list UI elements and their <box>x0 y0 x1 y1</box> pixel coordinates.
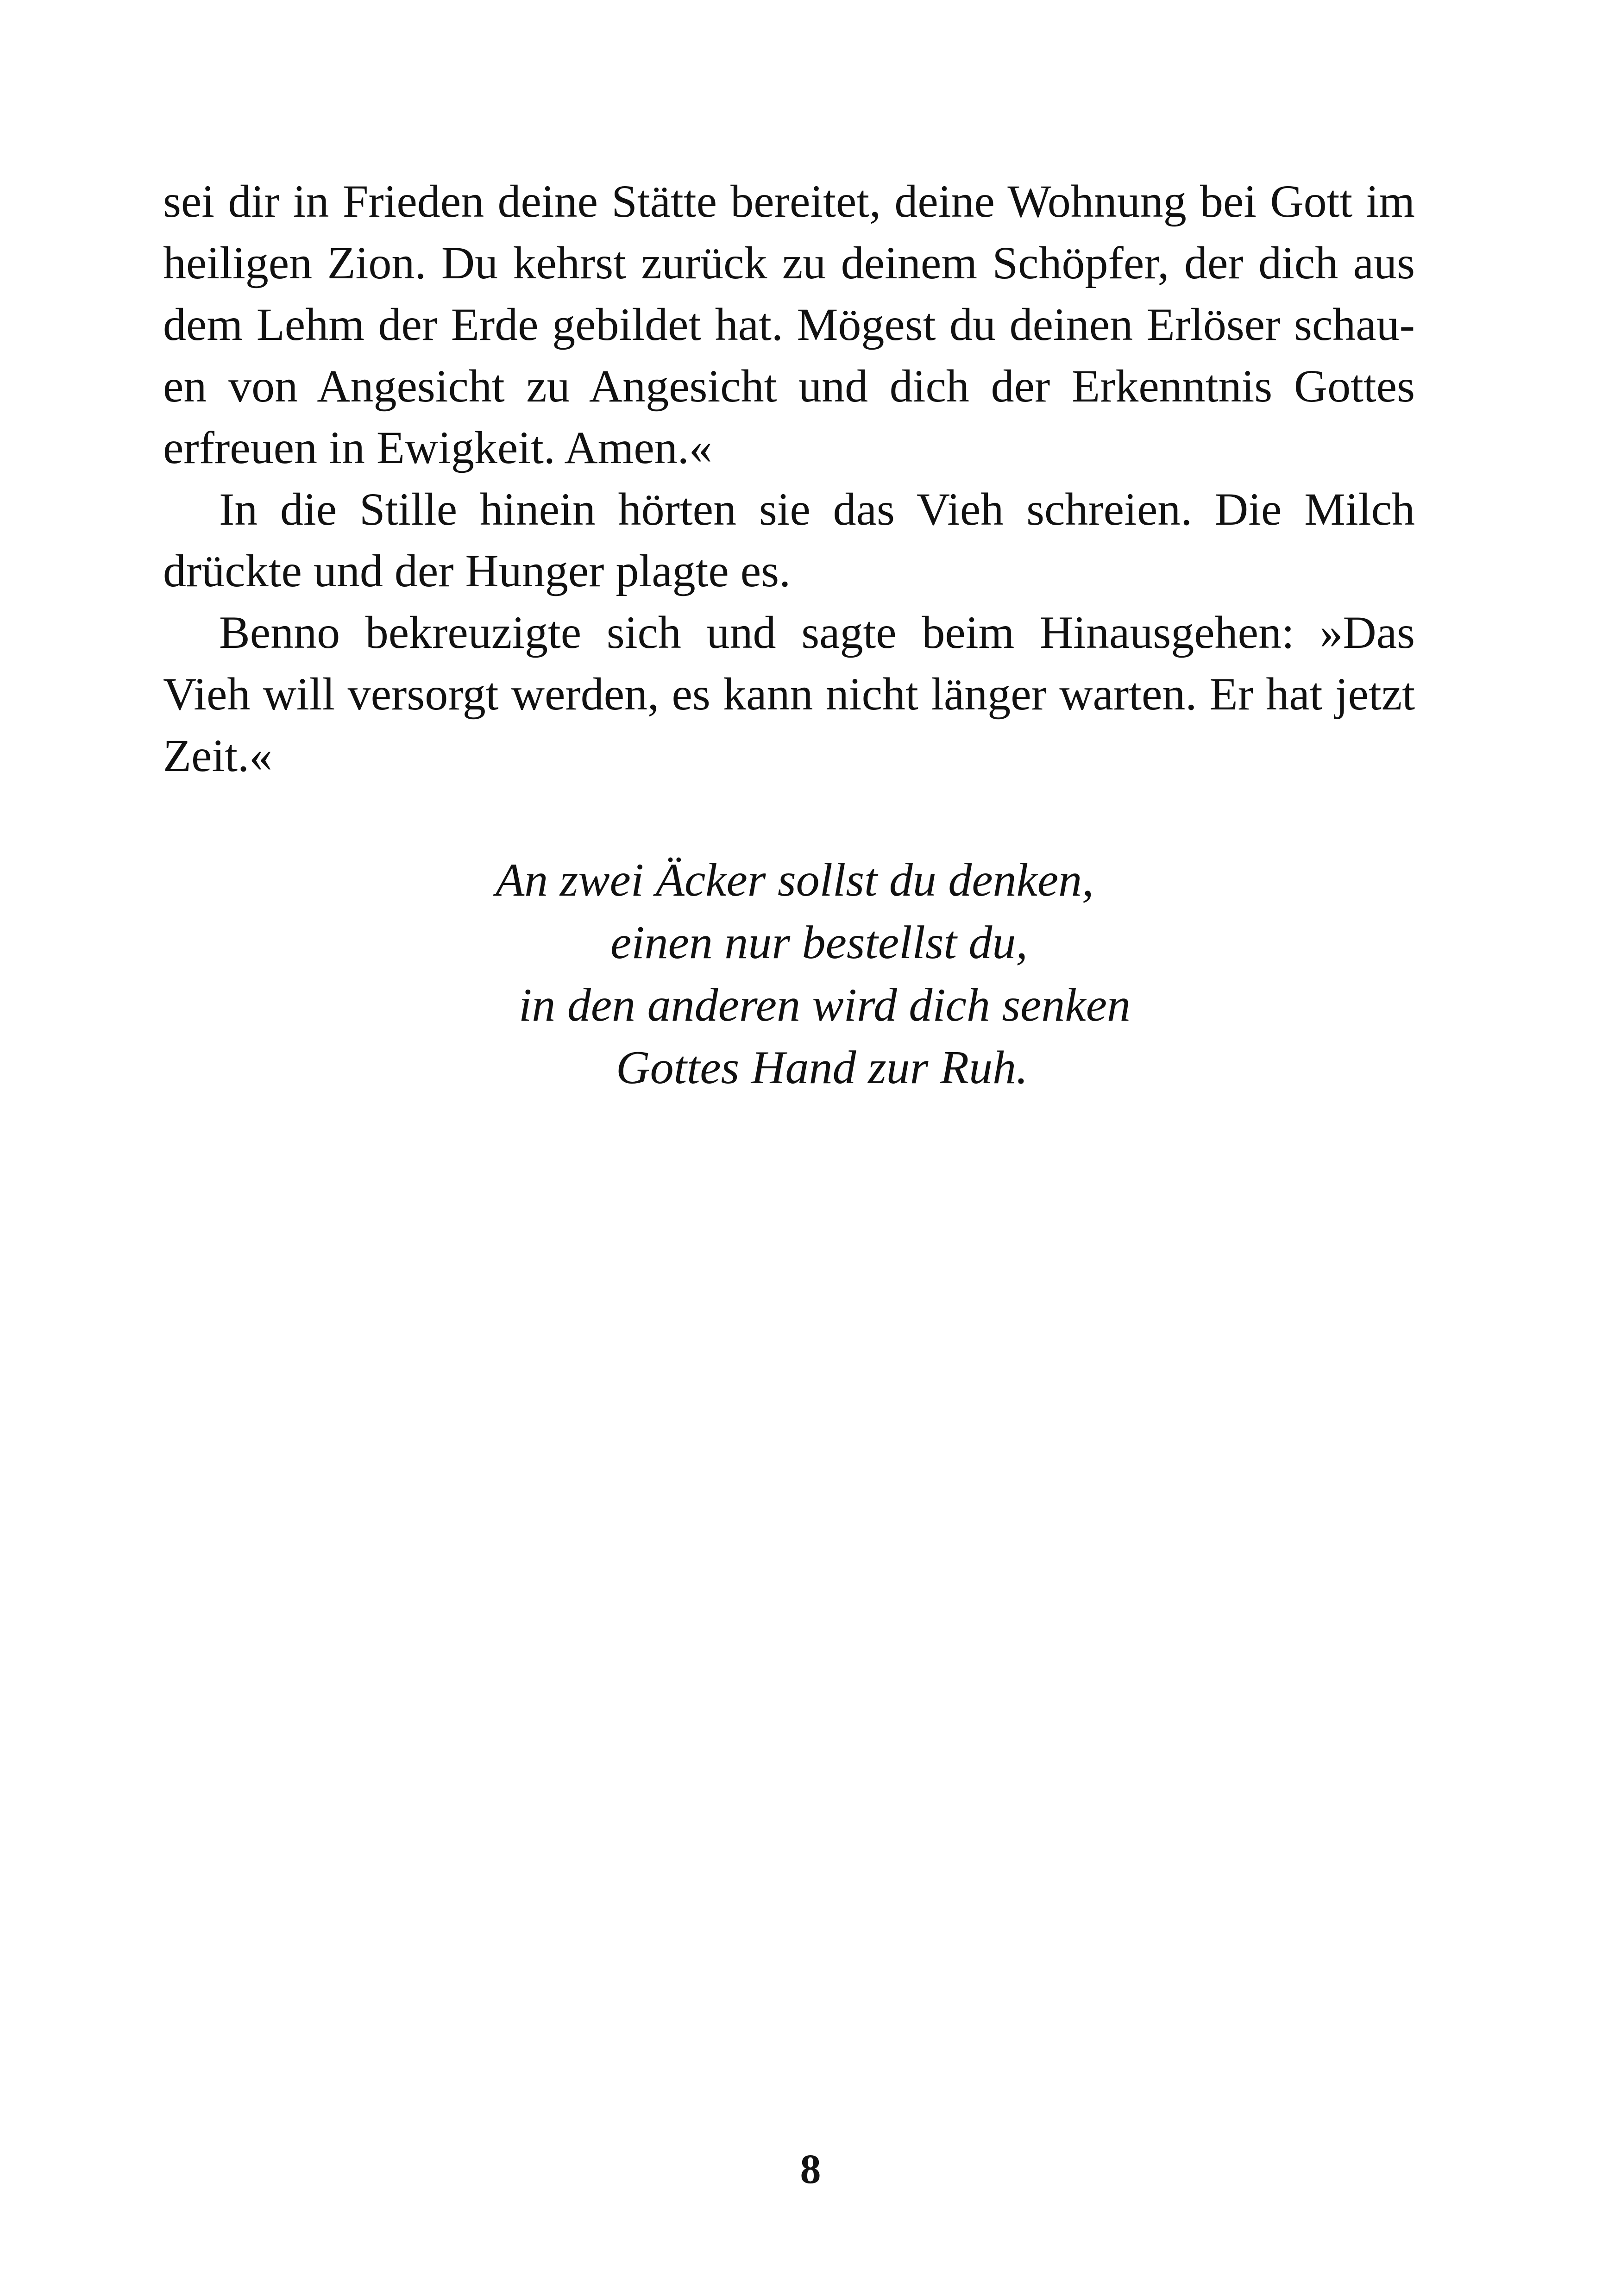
body-line-1: sei dir in Frieden deine Stätte bereitet, deine Wohnung bei Gott im <box>163 176 1415 227</box>
body-line-4: en von Angesicht zu Angesicht und dich der Erkenntnis Gottes <box>163 360 1415 412</box>
body-line-3: dem Lehm der Erde gebildet hat. Mögest du deinen Erlöser schau- <box>163 299 1415 350</box>
page-number: 8 <box>800 2146 821 2192</box>
body-line-7: drückte und der Hunger plagte es. <box>163 545 791 596</box>
verse-line-1: An zwei Äcker sollst du denken, <box>496 854 1094 906</box>
verse-line-2: einen nur bestellst du, <box>610 916 1028 969</box>
body-line-6: In die Stille hinein hörten sie das Vieh schreien. Die Milch <box>219 483 1415 535</box>
body-line-2: heiligen Zion. Du kehrst zurück zu deinem Schöpfer, der dich aus <box>163 237 1415 289</box>
body-line-9: Vieh will versorgt werden, es kann nicht länger warten. Er hat jetzt <box>163 668 1415 720</box>
body-line-10: Zeit.« <box>163 730 273 781</box>
verse-line-3: in den anderen wird dich senken <box>519 979 1131 1031</box>
verse-line-4: Gottes Hand zur Ruh. <box>616 1041 1028 1094</box>
body-line-8: Benno bekreuzigte sich und sagte beim Hinausgehen: »Das <box>219 607 1415 658</box>
body-line-5: erfreuen in Ewigkeit. Amen.« <box>163 422 712 473</box>
